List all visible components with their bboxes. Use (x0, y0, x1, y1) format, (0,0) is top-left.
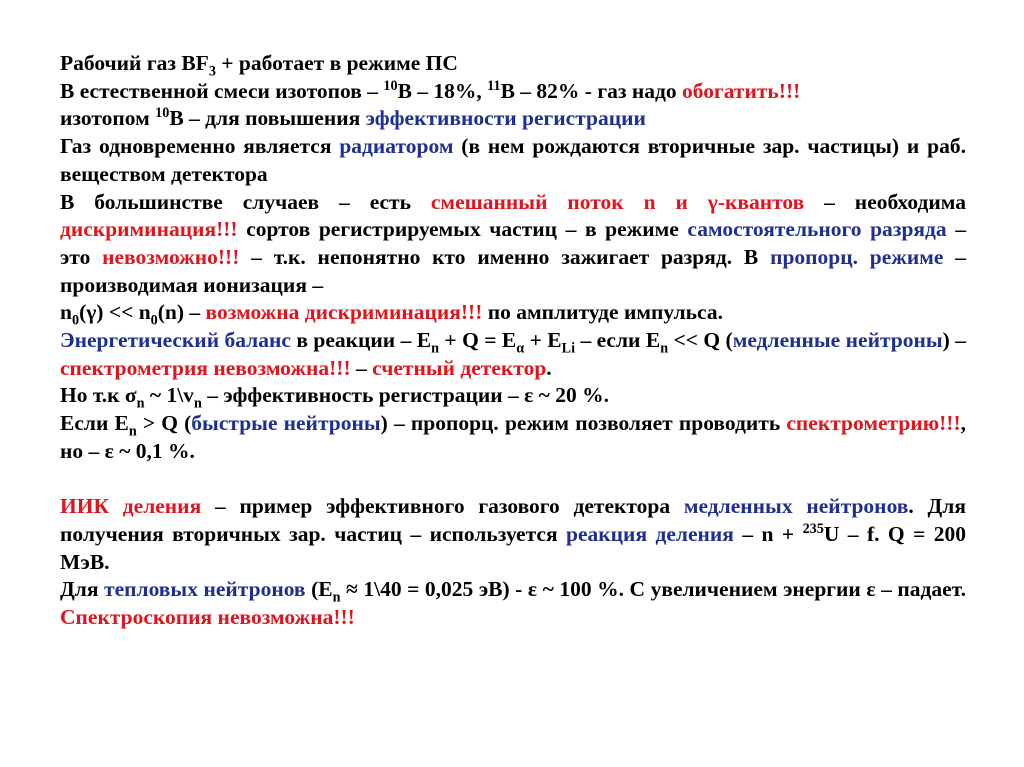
paragraph-6 (60, 382, 966, 410)
text-run: (в нем рождаются вторичные зар. частицы) и раб. веществом детектора (60, 134, 966, 186)
blue-text-run: Энергетический баланс (60, 328, 291, 353)
red-text-run: смешанный поток n и γ-квантов (430, 189, 805, 214)
text-run: – эффективность регистрации – ε ~ 20 %. (201, 383, 609, 408)
subscript: n (136, 395, 145, 412)
text-run: n (60, 300, 72, 325)
paragraph-7 (60, 410, 966, 465)
text-run: . Для получения вторичных зар. частиц – используется (60, 494, 966, 546)
subscript: 0 (150, 312, 158, 329)
text-run: сортов регистрируемых частиц – в режиме (237, 217, 688, 242)
red-text-run: возможна дискриминация!!! (205, 300, 483, 325)
subscript: α (516, 340, 525, 357)
text-run: Но т.к σ (60, 383, 137, 408)
text-run: Если E (60, 411, 129, 436)
text-run: . (546, 355, 552, 380)
subscript: 0 (71, 312, 80, 329)
blue-text-run: медленные нейтроны (732, 328, 943, 353)
blue-text-run: тепловых нейтронов (104, 577, 306, 602)
text-run: по амплитуде импульса. (482, 300, 723, 325)
subscript: 3 (208, 63, 216, 80)
text-run: в реакции – E (290, 328, 432, 353)
subscript: n (660, 340, 669, 357)
superscript: 235 (802, 520, 824, 537)
text-run: ~ 1\v (144, 383, 194, 408)
red-text-run: спектрометрию!!! (786, 411, 961, 436)
paragraph-0 (60, 50, 966, 78)
paragraph-9 (60, 493, 966, 576)
text-run: > Q ( (136, 411, 192, 436)
text-run: B – для повышения (169, 106, 366, 131)
text-run: (γ) << n (79, 300, 151, 325)
text-run: (E (305, 577, 333, 602)
text-run: B – 82% - газ надо (500, 78, 682, 103)
paragraph-3 (60, 189, 966, 300)
slide-text-body (60, 50, 966, 632)
superscript: 10 (155, 105, 170, 122)
paragraph-4 (60, 299, 966, 327)
blue-text-run: медленных нейтронов (683, 494, 909, 519)
paragraph-5 (60, 327, 966, 382)
text-run: Для (60, 577, 105, 602)
text-run: – это (60, 217, 967, 269)
text-run: – n + (733, 521, 803, 546)
text-run: << Q ( (668, 328, 733, 353)
text-run: , но – ε ~ 0,1 %. (60, 411, 966, 463)
red-text-run: невозможно!!! (102, 244, 240, 269)
text-run: – производимая ионизация – (60, 244, 966, 297)
red-text-run: дискриминация!!! (60, 217, 238, 242)
blue-text-run: радиатором (339, 134, 454, 159)
text-run: – т.к. непонятно кто именно зажигает разряд. В (239, 244, 771, 269)
text-run: В большинстве случаев – есть (60, 189, 431, 214)
text-run: Газ одновременно является (60, 134, 340, 159)
paragraph-2 (60, 133, 966, 188)
text-run: B – 18%, (397, 78, 488, 103)
blue-text-run: реакция деления (566, 521, 734, 546)
text-run: В естественной смеси изотопов – (60, 78, 384, 103)
text-run: – необходима (804, 189, 966, 214)
text-run: – (350, 355, 373, 380)
subscript: n (332, 589, 341, 606)
superscript: 10 (383, 77, 398, 94)
text-run: + E (524, 328, 562, 353)
text-run: (n) – (157, 300, 206, 325)
blue-text-run: самостоятельного разряда (687, 217, 947, 242)
text-run: U – f. Q = 200 МэВ. (60, 521, 966, 574)
red-text-run: обогатить!!! (682, 78, 801, 103)
red-text-run: Спектроскопия невозможна!!! (60, 605, 355, 630)
red-text-run: спектрометрия невозможна!!! (60, 355, 351, 380)
text-run: + Q = E (439, 328, 517, 353)
subscript: Li (561, 340, 576, 357)
paragraph-1 (60, 78, 966, 133)
blue-text-run: пропорц. режиме (770, 244, 944, 269)
text-run: Рабочий газ BF (60, 51, 209, 75)
paragraph-spacer (60, 466, 966, 494)
text-run: ) – (942, 328, 967, 353)
text-run: + работает в режиме ПС (215, 51, 458, 75)
superscript: 11 (487, 77, 501, 94)
blue-text-run: эффективности регистрации (365, 106, 646, 131)
subscript: n (431, 340, 440, 357)
text-run: – если E (575, 328, 661, 353)
text-run: ≈ 1\40 = 0,025 эВ) - ε ~ 100 %. С увеличением энергии ε – падает. (340, 577, 966, 602)
red-text-run: счетный детектор (372, 355, 547, 380)
text-run: изотопом (60, 106, 156, 131)
red-text-run: ИИК деления (60, 494, 202, 519)
blue-text-run: быстрые нейтроны (191, 411, 381, 436)
subscript: n (128, 423, 137, 440)
text-run: – пример эффективного газового детектора (201, 494, 684, 519)
paragraph-10 (60, 576, 966, 631)
text-run: ) – пропорц. режим позволяет проводить (380, 411, 787, 436)
subscript: n (193, 395, 202, 412)
